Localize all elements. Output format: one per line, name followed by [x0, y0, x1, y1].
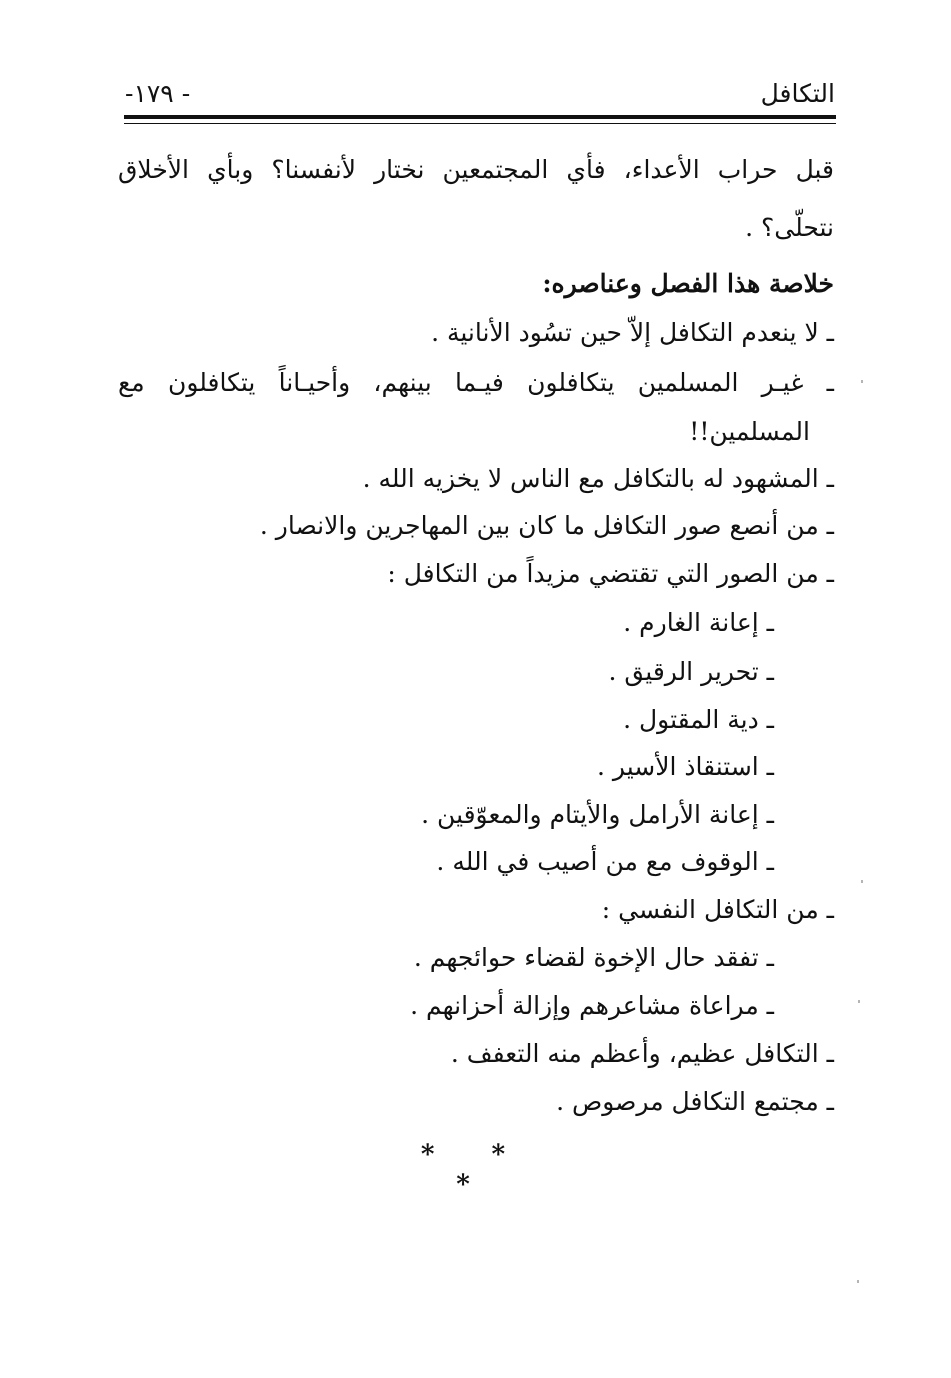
sub-list-item: ـ الوقوف مع من أصيب في الله . — [436, 847, 774, 876]
sub-list-item: ـ مراعاة مشاعرهم وإزالة أحزانهم . — [410, 991, 774, 1020]
running-title: التكافل — [760, 79, 835, 108]
sub-list-item: ـ تفقد حال الإخوة لقضاء حوائجهم . — [413, 943, 774, 972]
sub-list-item: ـ دية المقتول . — [623, 705, 774, 734]
sub-list-item: ـ استنقاذ الأسير . — [597, 752, 774, 781]
list-item: ـ من التكافل النفسي : — [601, 895, 834, 924]
scan-speck — [857, 1280, 859, 1283]
header-rule-thick — [124, 115, 836, 119]
sub-list-item: ـ إعانة الأرامل والأيتام والمعوّقين . — [421, 800, 774, 829]
list-item-continuation: المسلمين!! — [689, 417, 810, 446]
section-end-marks: * * * — [420, 1140, 530, 1200]
list-item: ـ من الصور التي تقتضي مزيداً من التكافل : — [387, 559, 834, 588]
scan-speck — [861, 380, 863, 383]
scan-speck — [861, 880, 863, 883]
list-item: ـ المشهود له بالتكافل مع الناس لا يخزيه الله . — [362, 464, 834, 493]
list-item: ـ لا ينعدم التكافل إلاّ حين تسُود الأنانية . — [431, 318, 834, 347]
list-item: ـ مجتمع التكافل مرصوص . — [556, 1087, 834, 1116]
intro-line-2: نتحلّى؟ . — [745, 213, 834, 242]
list-item: ـ غيـر المسلمين يتكافلون فيـما بينهم، وأحيـاناً يتكافلون مع — [118, 368, 834, 397]
summary-heading: خلاصة هذا الفصل وعناصره: — [542, 269, 834, 298]
page-number: -١٧٩ - — [125, 79, 191, 108]
header-rule-thin — [124, 123, 836, 124]
intro-line-1: قبل حراب الأعداء، فأي المجتمعين نختار لأنفسنا؟ وبأي الأخلاق — [118, 155, 834, 184]
list-item: ـ من أنصع صور التكافل ما كان بين المهاجرين والانصار . — [259, 511, 834, 540]
page-header — [125, 74, 835, 114]
sub-list-item: ـ إعانة الغارم . — [623, 608, 774, 637]
scan-speck — [858, 1000, 860, 1003]
sub-list-item: ـ تحرير الرقيق . — [608, 657, 774, 686]
list-item: ـ التكافل عظيم، وأعظم منه التعفف . — [450, 1039, 834, 1068]
